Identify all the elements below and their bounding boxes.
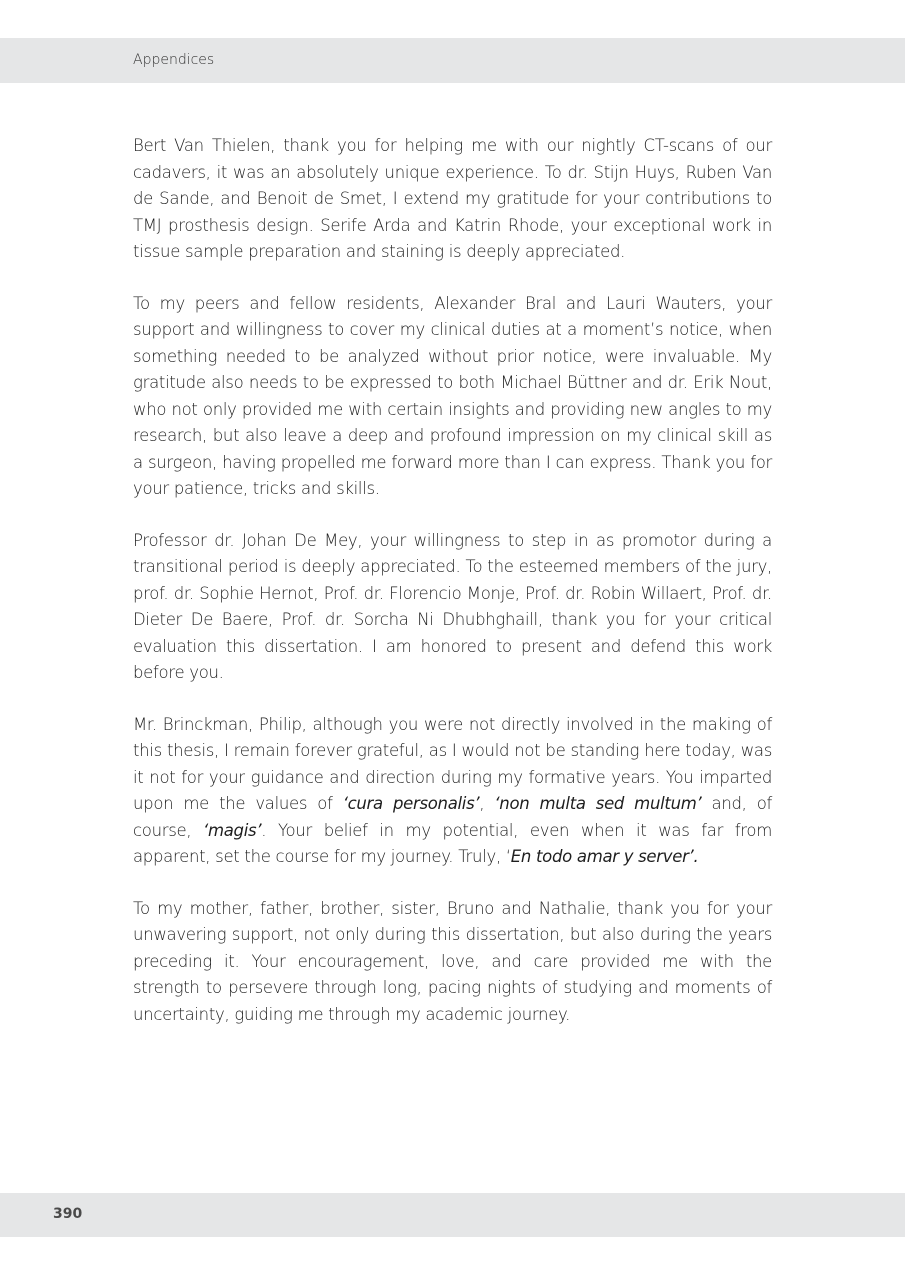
paragraph-1: Bert Van Thielen, thank you for helping me with our nightly CT-scans of our cadavers, it was an absolutely unique experience. To dr. Stijn Huys, Ruben Van de Sande, and Benoit de Smet, I extend my gratitude for your contributions to TMJ prosthesis design. Serife Arda and Katrin Rhode, your exceptional work in tissue sample preparation and staining is deeply appreciated. <box>133 136 772 261</box>
quote-magis: ‘magis’ <box>203 820 262 840</box>
quote-cura-personalis: ‘cura personalis’ <box>342 794 480 813</box>
paragraph-2: To my peers and fellow residents, Alexander Bral and Lauri Wauters, your support and willingness to cover my clinical duties at a moment’s notice, when something needed to be analyzed without prior notice, were invaluable. My gratitude also needs to be expressed to both Michael Büttner and dr. Erik Nout, who not only provided me with certain insights and providing new angles to my research, but also leave a deep and profound impression on my clinical skill as a surgeon, having propelled me forward more than I can express. Thank you for your patience, tricks and skills. <box>133 293 772 498</box>
quote-non-multa: ‘non multa sed multum’ <box>494 794 702 813</box>
page-footer <box>0 1193 905 1237</box>
paragraph-4-text-1: Mr. Brinckman, Philip, although you were not directly involved in the making of this thesis, I remain forever grateful, as I would not be standing here today, was it not for your guidance and direction during my formative years. You imparted upon me the values of <box>133 714 772 813</box>
paragraph-4-text-3: and, of course, <box>133 794 773 840</box>
paragraph-3: Professor dr. Johan De Mey, your willingness to step in as promotor during a transitional period is deeply appreciated. To the esteemed members of the jury, prof. dr. Sophie Hernot, Prof. dr. Florencio Monje, Prof. dr. Robin Willaert, Prof. dr. Dieter De Baere, Prof. dr. Sorcha Ni Dhubhghaill, thank you for your critical evaluation this dissertation. I am honored to present and defend this work before you. <box>133 530 772 682</box>
paragraph-5: To my mother, father, brother, sister, Bruno and Nathalie, thank you for your unwavering support, not only during this dissertation, but also during the years preceding it. Your encouragement, love, and care provided me with the strength to persevere through long, pacing nights of studying and moments of uncertainty, guiding me through my academic journey. <box>133 898 772 1024</box>
paragraph-4-text-4: . Your belief in my potential, even when it was far from apparent, set the course for my journey. Truly, ‘ <box>133 820 772 866</box>
section-label: Appendices <box>133 52 215 68</box>
page-body <box>133 133 772 1053</box>
page-number: 390 <box>53 1206 83 1222</box>
page-header <box>0 38 905 83</box>
quote-en-todo-amar: En todo amar y server’. <box>510 847 699 866</box>
paragraph-4-text-2: , <box>479 794 495 813</box>
paragraph-4 <box>133 712 772 871</box>
